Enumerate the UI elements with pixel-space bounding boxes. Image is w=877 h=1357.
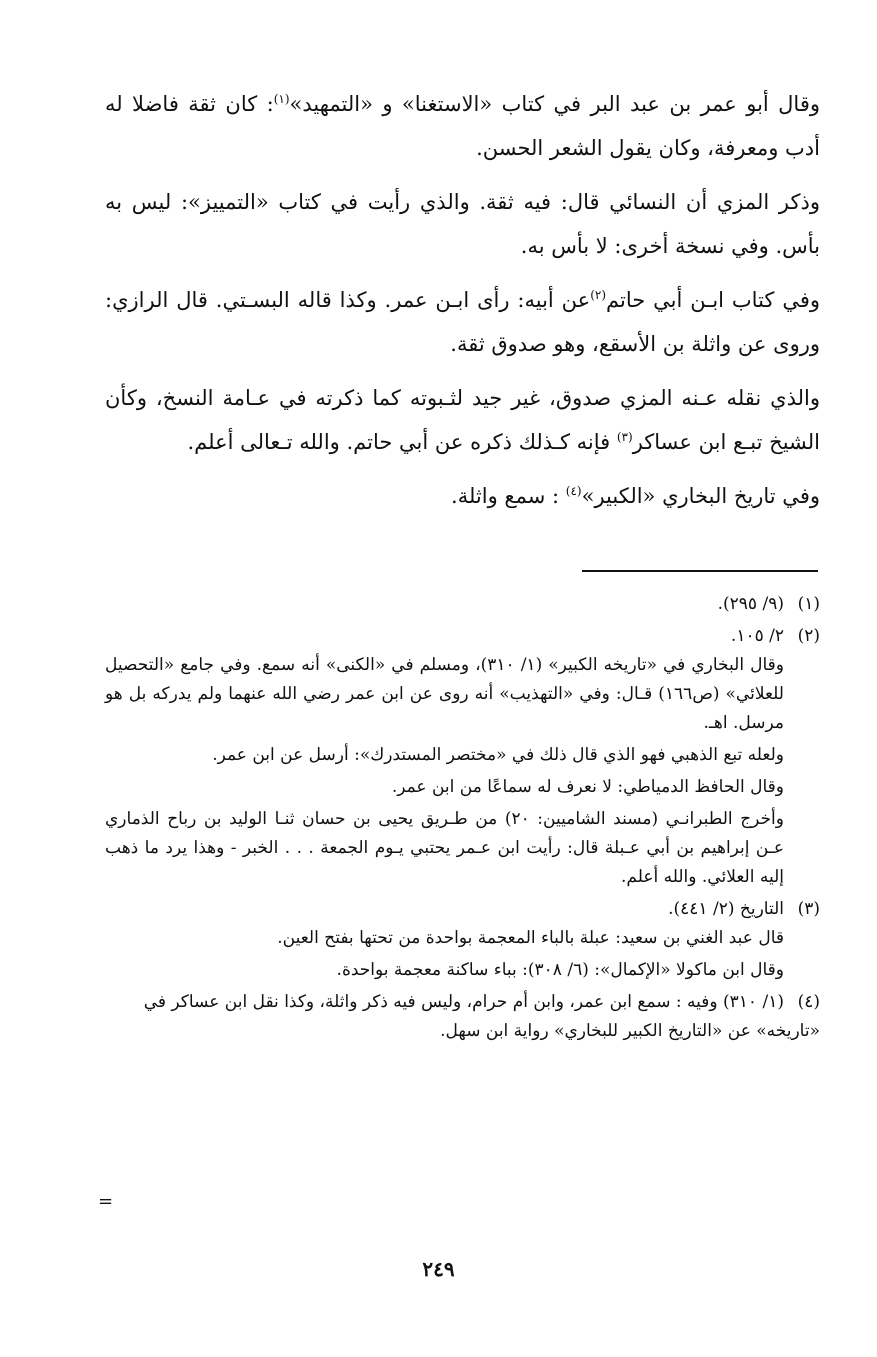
- footnote-paragraph: وقال البخاري في «تاريخه الكبير» (١/ ٣١٠)، ومسلم في «الكنى» أنه سمع. وفي جامع «التحصيل للعلائي» (ص١٦٦) قـال: وفي «التهذيب» أنه روى عن ابن عمر رضي الله عنهما ولم يدركه بل هو مرسل. اهـ.: [105, 655, 784, 733]
- footnote-separator: [582, 570, 818, 572]
- paragraph-5: [105, 474, 820, 518]
- footnote-paragraph: وقال الحافظ الدمياطي: لا نعرف له سماعًا من ابن عمر.: [391, 777, 784, 797]
- paragraph-3-text-b: عن أبيه: رأى ابـن عمر. وكذا قاله البسـتي. قال الرازي: وروى عن واثلة بن الأسقع، وهو صدوق ثقة.: [105, 288, 820, 356]
- footnote-paragraph: وأخرج الطبرانـي (مسند الشاميين: ٢٠) من طـريق يحيى بن حسان ثنـا الوليد بن رباح الذماري عـن إبراهيم بن أبي عـبلة قال: رأيت ابن عـمر يحتبي يـوم الجمعة . . . الخبر - وهذا يرد ما ذهب إليه العلائي. والله أعلم.: [105, 809, 784, 887]
- paragraph-3-text-a: وفي كتاب ابـن أبي حاتم: [606, 288, 820, 312]
- footnotes: [105, 590, 820, 1049]
- footnote-2: [105, 622, 820, 892]
- main-text: [105, 82, 820, 528]
- footnote-number: (٣): [797, 899, 820, 919]
- page-number: ٢٤٩: [422, 1257, 455, 1281]
- footnote-body: [105, 651, 820, 892]
- continuation-mark: =: [98, 1191, 114, 1212]
- paragraph-3: [105, 278, 820, 366]
- footnote-body: [105, 924, 820, 985]
- footnote-paragraph: قال عبد الغني بن سعيد: عبلة بالباء المعجمة بواحدة من تحتها بفتح العين.: [277, 928, 784, 948]
- paragraph-5-text-a: وفي تاريخ البخاري «الكبير»: [581, 484, 820, 508]
- paragraph-2-text: وذكر المزي أن النسائي قال: فيه ثقة. والذي رأيت في كتاب «التمييز»: ليس به بأس. وفي نسخة أخرى: لا بأس به.: [105, 190, 820, 258]
- footnote-text: (٩/ ٢٩٥).: [717, 594, 784, 614]
- paragraph-5-text-b: : سمع واثلة.: [451, 484, 566, 508]
- footnote-ref-3[interactable]: (٣): [616, 430, 633, 444]
- footnote-1: [105, 590, 820, 619]
- paragraph-4-text-b: فإنه كـذلك ذكره عن أبي حاتم. والله تـعالى أعلم.: [187, 430, 617, 454]
- paragraph-1: [105, 82, 820, 170]
- paragraph-2: [105, 180, 820, 268]
- footnote-text: (١/ ٣١٠) وفيه : سمع ابن عمر، وابن أم حرام، وليس فيه ذكر واثلة، وكذا نقل ابن عساكر في «تاريخه» عن «التاريخ الكبير للبخاري» رواية ابن سهل.: [143, 992, 820, 1041]
- paragraph-1-text-a: وقال أبو عمر بن عبد البر في كتاب «الاستغنا» و «التمهيد»: [289, 92, 820, 116]
- footnote-paragraph: وقال ابن ماكولا «الإكمال»: (٦/ ٣٠٨): بباء ساكنة معجمة بواحدة.: [336, 960, 784, 980]
- footnote-text: ٢/ ١٠٥.: [730, 626, 784, 646]
- paragraph-1-text-b: : كان ثقة فاضلا له أدب ومعرفة، وكان يقول الشعر الحسن.: [105, 92, 820, 160]
- footnote-4: [105, 988, 820, 1046]
- footnote-number: (٢): [797, 626, 820, 646]
- footnote-3: [105, 895, 820, 985]
- footnote-ref-1[interactable]: (١): [273, 92, 290, 106]
- footnote-paragraph: ولعله تبع الذهبي فهو الذي قال ذلك في «مختصر المستدرك»: أرسل عن ابن عمر.: [212, 745, 784, 765]
- footnote-number: (١): [797, 594, 820, 614]
- footnote-ref-4[interactable]: (٤): [565, 484, 582, 498]
- footnote-ref-2[interactable]: (٢): [590, 288, 607, 302]
- footnote-number: (٤): [797, 992, 820, 1012]
- paragraph-4-text-a: والذي نقله عـنه المزي صدوق، غير جيد لثـبوته كما ذكرته في عـامة النسخ، وكأن الشيخ تبـع ابن عساكر: [105, 386, 820, 454]
- paragraph-4: [105, 376, 820, 464]
- footnote-text: التاريخ (٢/ ٤٤١).: [668, 899, 784, 919]
